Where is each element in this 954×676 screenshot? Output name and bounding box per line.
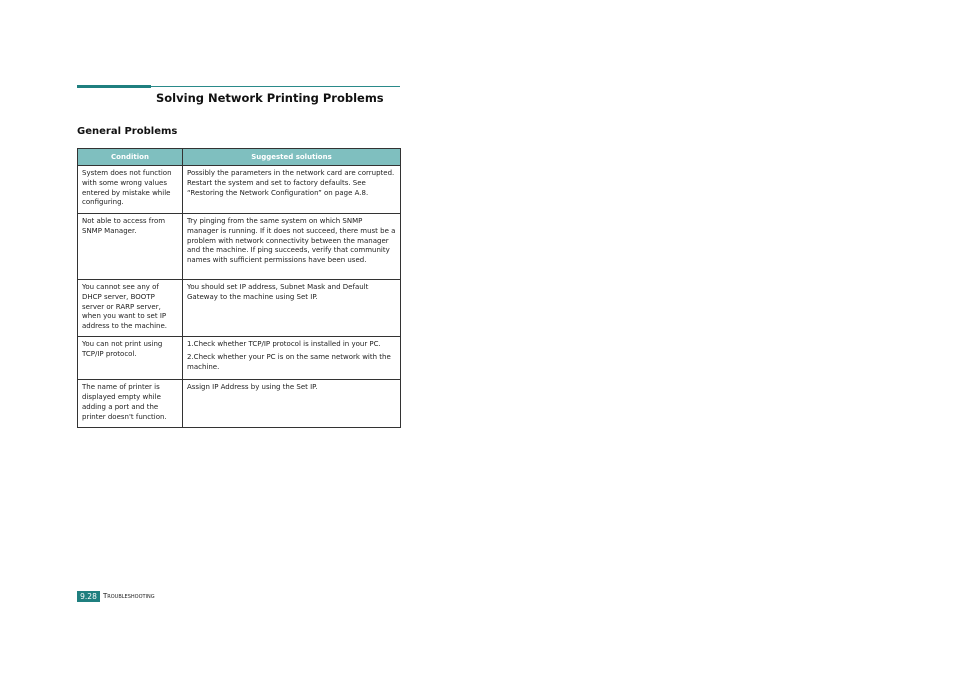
section-rule-accent — [77, 85, 151, 88]
table-row — [78, 336, 401, 379]
solution-cell — [183, 166, 401, 214]
solution-step: 1.Check whether TCP/IP protocol is installed in your PC. — [187, 339, 381, 348]
solution-cell — [183, 214, 401, 280]
condition-cell: Not able to access from SNMP Manager. — [78, 214, 183, 280]
table-row — [78, 380, 401, 427]
solution-step: 2.Check whether your PC is on the same network with the machine. — [187, 352, 391, 371]
solution-text: Assign IP Address by using the Set IP. — [187, 383, 318, 392]
subsection-title: General Problems — [77, 126, 178, 137]
column-header-condition: Condition — [78, 149, 183, 166]
condition-cell: You cannot see any of DHCP server, BOOTP server or RARP server, when you want to set IP address to the machine. — [78, 280, 183, 337]
condition-cell: System does not function with some wrong values entered by mistake while configuring. — [78, 166, 183, 214]
table-row — [78, 166, 401, 214]
table-row — [78, 214, 401, 280]
condition-cell: You can not print using TCP/IP protocol. — [78, 336, 183, 379]
table-header-row — [78, 149, 401, 166]
solution-text: Possibly the parameters in the network card are corrupted. Restart the system and set to factory defaults. See “Restoring the Network Configuration” on page A.8. — [187, 169, 395, 197]
section-title: Solving Network Printing Problems — [156, 91, 384, 105]
condition-cell: The name of printer is displayed empty while adding a port and the printer doesn't function. — [78, 380, 183, 427]
solution-text: You should set IP address, Subnet Mask and Default Gateway to the machine using Set IP. — [187, 283, 369, 301]
page-number-badge: 9.28 — [77, 591, 100, 602]
solution-cell — [183, 380, 401, 427]
solution-text: Try pinging from the same system on which SNMP manager is running. If it does not succeed, there must be a problem with network connectivity between the manager and the machine. If ping succeeds, verify that community names with sufficient permissions have been used. — [187, 217, 396, 265]
solution-cell — [183, 336, 401, 379]
problems-table — [77, 148, 401, 428]
table-row — [78, 280, 401, 337]
column-header-solutions: Suggested solutions — [183, 149, 401, 166]
chapter-name: Troubleshooting — [103, 592, 155, 600]
solution-cell — [183, 280, 401, 337]
